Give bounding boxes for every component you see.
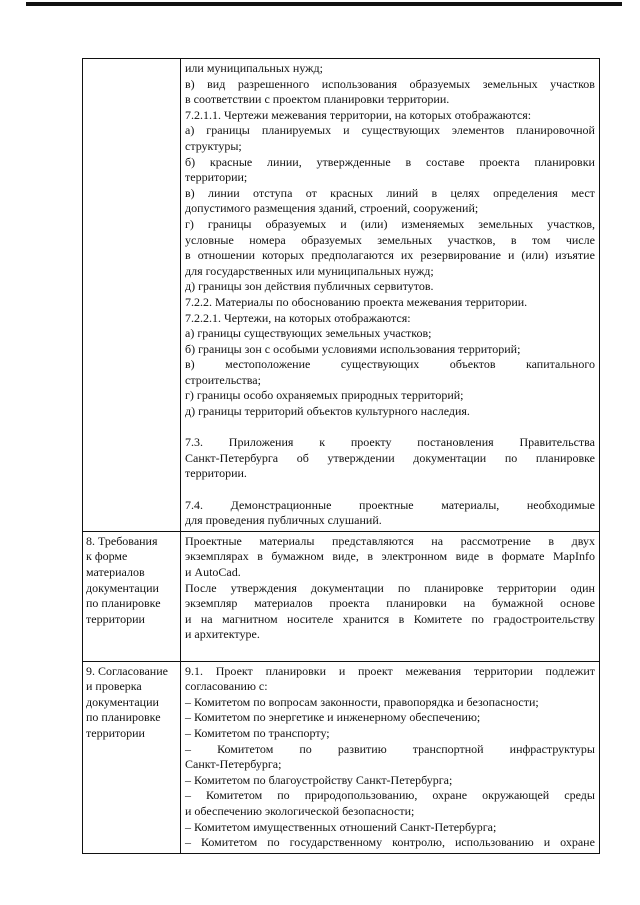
text-line: а) границы существующих земельных участков; bbox=[185, 326, 432, 341]
word: б) bbox=[185, 154, 196, 169]
word: основе bbox=[559, 596, 595, 611]
word: государственному bbox=[289, 835, 383, 850]
word: один bbox=[570, 580, 595, 595]
text-line: г) границы особо охраняемых природных территорий; bbox=[185, 388, 464, 403]
word: линий bbox=[386, 185, 419, 200]
text-line bbox=[185, 742, 595, 758]
word: виде bbox=[455, 549, 480, 564]
word: участков, bbox=[447, 232, 496, 247]
word: об bbox=[296, 450, 309, 465]
word: электронном bbox=[381, 549, 448, 564]
word: утвержденные bbox=[316, 154, 391, 169]
text-line: – Комитетом по энергетике и инженерному обеспечению; bbox=[185, 710, 481, 725]
word: документации bbox=[413, 450, 487, 465]
word: и bbox=[340, 216, 347, 231]
word: инфраструктуры bbox=[509, 741, 595, 756]
word: объектов bbox=[449, 357, 496, 372]
word: в bbox=[548, 533, 555, 548]
text-line: для государственных или муниципальных нужд; bbox=[185, 263, 434, 278]
word: территории bbox=[473, 663, 533, 678]
word: контролю, bbox=[392, 835, 445, 850]
word: по bbox=[267, 835, 280, 850]
text-line bbox=[185, 788, 595, 804]
blank-line bbox=[185, 643, 595, 659]
heading-line: по планировке bbox=[86, 710, 161, 725]
word: материалов bbox=[254, 596, 313, 611]
word: окружающей bbox=[482, 788, 550, 803]
word: территории bbox=[497, 580, 557, 595]
word: носителе bbox=[287, 611, 334, 626]
table-row bbox=[83, 661, 599, 853]
text-line: территории. bbox=[185, 466, 247, 481]
word: участков, bbox=[547, 216, 595, 231]
word: использования bbox=[321, 76, 398, 91]
heading-line: документации bbox=[86, 694, 159, 709]
word: экземпляр bbox=[185, 596, 238, 611]
word: составе bbox=[425, 154, 465, 169]
word: магнитном bbox=[221, 611, 278, 626]
heading-line: документации bbox=[86, 580, 159, 595]
row-heading-cell bbox=[83, 59, 181, 531]
word: в bbox=[185, 248, 191, 263]
word: на bbox=[463, 596, 476, 611]
word: виде, bbox=[332, 549, 359, 564]
text-line bbox=[185, 435, 595, 451]
text-line bbox=[185, 186, 595, 202]
text-line bbox=[185, 664, 595, 680]
word: и bbox=[343, 123, 350, 138]
word: постановления bbox=[417, 435, 494, 450]
word: отступа bbox=[253, 185, 293, 200]
top-rule bbox=[26, 2, 622, 6]
word: номера bbox=[249, 232, 286, 247]
row-content-cell bbox=[181, 532, 599, 661]
word: элементов bbox=[451, 123, 505, 138]
word: разрешенного bbox=[237, 76, 310, 91]
word: MapInfo bbox=[552, 549, 595, 564]
word: планировки bbox=[265, 663, 327, 678]
word: в) bbox=[185, 185, 195, 200]
word: и bbox=[338, 663, 346, 678]
word: (или) bbox=[521, 248, 549, 263]
heading-line: материалов bbox=[86, 565, 145, 579]
word: планировки bbox=[534, 154, 595, 169]
word: планировке bbox=[535, 450, 595, 465]
word: в) bbox=[185, 76, 195, 91]
word: двух bbox=[571, 533, 595, 548]
text-line: или муниципальных нужд; bbox=[185, 61, 323, 75]
word: по bbox=[504, 450, 518, 465]
word: по bbox=[397, 580, 411, 595]
word: а) bbox=[185, 123, 195, 138]
word: в bbox=[367, 549, 374, 564]
word: в bbox=[487, 549, 494, 564]
word: определения bbox=[493, 185, 558, 200]
word: г) bbox=[185, 216, 194, 231]
word: градостроительству bbox=[493, 611, 595, 626]
word: по bbox=[471, 611, 484, 626]
text-line bbox=[185, 612, 595, 628]
word: проект bbox=[357, 663, 393, 678]
blank-line bbox=[185, 420, 595, 436]
word: изъятие bbox=[555, 248, 595, 263]
word: образуемых bbox=[409, 76, 471, 91]
word: утверждении bbox=[327, 450, 395, 465]
word: бумажном bbox=[271, 549, 324, 564]
text-line: для проведения публичных слушаний. bbox=[185, 513, 382, 528]
text-line: – Комитетом по вопросам законности, правопорядка и безопасности; bbox=[185, 694, 539, 709]
word: материалы, bbox=[441, 497, 500, 512]
word: Приложения bbox=[228, 435, 294, 450]
text-line bbox=[185, 155, 595, 171]
word: и bbox=[507, 248, 515, 263]
word: Правительства bbox=[519, 435, 595, 450]
heading-line: территории bbox=[86, 725, 145, 740]
word: планировочной bbox=[516, 123, 595, 138]
table-row bbox=[83, 59, 599, 531]
word: 7.4. bbox=[185, 497, 203, 512]
word: планируемых bbox=[261, 123, 332, 138]
word: подлежит bbox=[545, 663, 595, 678]
word: образуемых bbox=[265, 216, 327, 231]
word: по bbox=[299, 741, 312, 756]
heading-line: и проверка bbox=[86, 679, 142, 694]
word: охране bbox=[432, 788, 468, 803]
word: рассмотрение bbox=[460, 533, 531, 548]
word: в) bbox=[185, 357, 195, 372]
row-content-cell bbox=[181, 662, 599, 853]
word: резервирование bbox=[420, 248, 501, 263]
text-line: д) границы зон действия публичных сервитутов. bbox=[185, 279, 434, 294]
word: в bbox=[405, 154, 412, 169]
word: Комитетом bbox=[217, 741, 274, 756]
word: хранится bbox=[342, 611, 390, 626]
word: в bbox=[257, 549, 263, 564]
word: образуемых bbox=[301, 232, 362, 247]
word: Комитете bbox=[413, 611, 463, 626]
word: земельных bbox=[478, 216, 534, 231]
word: красных bbox=[330, 185, 374, 200]
text-line bbox=[185, 451, 595, 467]
word: экземплярах bbox=[185, 549, 249, 564]
word: Проектные bbox=[185, 533, 242, 548]
word: земельных bbox=[377, 232, 433, 247]
word: планировки bbox=[386, 596, 447, 611]
heading-line: по планировке bbox=[86, 596, 161, 611]
word: транспортной bbox=[412, 741, 484, 756]
word: существующих bbox=[361, 123, 440, 138]
word: – bbox=[185, 788, 191, 803]
word: линии, bbox=[267, 154, 302, 169]
word: необходимые bbox=[526, 497, 595, 512]
text-line: и архитектуре. bbox=[185, 627, 260, 642]
text-line bbox=[185, 498, 595, 514]
word: материалы bbox=[259, 533, 315, 548]
word: бумажной bbox=[491, 596, 544, 611]
word: изменяемых bbox=[401, 216, 465, 231]
word: проекта bbox=[479, 154, 520, 169]
heading-line: территории bbox=[86, 611, 145, 626]
word: числе bbox=[565, 232, 595, 247]
word: Проект bbox=[215, 663, 253, 678]
word: планировке bbox=[424, 580, 484, 595]
word: Демонстрационные bbox=[230, 497, 332, 512]
word: на bbox=[200, 611, 213, 626]
text-line bbox=[185, 77, 595, 93]
text-line bbox=[185, 581, 595, 597]
row-heading-cell bbox=[83, 532, 181, 661]
text-line bbox=[185, 123, 595, 139]
word: 7.3. bbox=[185, 435, 203, 450]
text-line: в соответствии с проектом планировки территории. bbox=[185, 92, 450, 107]
text-line: 7.2.2. Материалы по обоснованию проекта межевания территории. bbox=[185, 294, 528, 309]
row-content-cell bbox=[181, 59, 599, 531]
word: красные bbox=[209, 154, 253, 169]
word: (или) bbox=[360, 216, 388, 231]
text-line: – Комитетом по благоустройству Санкт-Петербурга; bbox=[185, 772, 453, 787]
word: и bbox=[185, 611, 192, 626]
word: утверждения bbox=[230, 580, 297, 595]
text-line: и обеспечению экологической безопасности; bbox=[185, 803, 415, 818]
word: на bbox=[431, 533, 444, 548]
word: границы bbox=[207, 216, 252, 231]
word: и bbox=[543, 835, 551, 850]
heading-line: 8. Требования bbox=[86, 533, 158, 548]
row-heading-cell bbox=[83, 662, 181, 853]
word: документации bbox=[310, 580, 384, 595]
word: Комитетом bbox=[201, 835, 258, 850]
word: к bbox=[319, 435, 326, 450]
text-line: согласованию с: bbox=[185, 679, 268, 694]
text-line bbox=[185, 549, 595, 565]
word: в bbox=[431, 185, 438, 200]
word: проекту bbox=[350, 435, 392, 450]
text-line: – Комитетом по транспорту; bbox=[185, 725, 330, 740]
word: межевания bbox=[405, 663, 462, 678]
word: целях bbox=[450, 185, 480, 200]
text-line bbox=[185, 233, 595, 249]
text-line bbox=[185, 357, 595, 373]
table-row bbox=[83, 531, 599, 661]
text-line bbox=[185, 248, 595, 264]
heading-line: к форме bbox=[86, 549, 128, 564]
word: капитального bbox=[525, 357, 595, 372]
word: 9.1. bbox=[185, 663, 203, 678]
word: их bbox=[400, 248, 414, 263]
word: среды bbox=[564, 788, 595, 803]
word: вид bbox=[207, 76, 226, 91]
word: том bbox=[531, 232, 551, 247]
text-line: 7.2.1.1. Чертежи межевания территории, на которых отображаются: bbox=[185, 107, 532, 122]
word: проекта bbox=[329, 596, 370, 611]
text-line: строительства; bbox=[185, 372, 261, 387]
word: земельных bbox=[482, 76, 538, 91]
word: проектные bbox=[359, 497, 414, 512]
word: от bbox=[305, 185, 317, 200]
word: мест bbox=[571, 185, 595, 200]
word: в bbox=[510, 232, 517, 247]
word: местоположение bbox=[225, 357, 311, 372]
requirements-table bbox=[82, 58, 600, 854]
word: участков bbox=[550, 76, 595, 91]
word: использованию bbox=[454, 835, 534, 850]
word: которых bbox=[262, 248, 305, 263]
text-line: структуры; bbox=[185, 138, 242, 153]
word: по bbox=[277, 788, 290, 803]
text-line: и AutoCad. bbox=[185, 565, 241, 579]
word: – bbox=[185, 741, 191, 756]
word: формате bbox=[501, 549, 545, 564]
text-line bbox=[185, 596, 595, 612]
text-line bbox=[185, 534, 595, 550]
text-line: Санкт-Петербурга; bbox=[185, 757, 282, 772]
text-line: б) границы зон с особыми условиями использования территорий; bbox=[185, 341, 521, 356]
word: природопользованию, bbox=[304, 788, 418, 803]
text-line: – Комитетом имущественных отношений Санкт-Петербурга; bbox=[185, 819, 497, 834]
word: предполагаются bbox=[311, 248, 394, 263]
word: Санкт-Петербурга bbox=[185, 450, 279, 465]
text-line: допустимого размещения зданий, строений, сооружений; bbox=[185, 201, 479, 216]
word: – bbox=[185, 835, 191, 850]
word: После bbox=[185, 580, 217, 595]
word: условные bbox=[185, 232, 234, 247]
word: Комитетом bbox=[206, 788, 263, 803]
blank-line bbox=[185, 482, 595, 498]
text-line: территории; bbox=[185, 170, 248, 185]
text-line: д) границы территорий объектов культурного наследия. bbox=[185, 404, 470, 419]
text-line bbox=[185, 217, 595, 233]
text-line bbox=[185, 835, 595, 851]
word: линии bbox=[208, 185, 240, 200]
word: в bbox=[398, 611, 405, 626]
heading-line: 9. Согласование bbox=[86, 663, 168, 678]
word: охране bbox=[560, 835, 595, 850]
word: развитию bbox=[337, 741, 387, 756]
word: существующих bbox=[340, 357, 420, 372]
text-line: 7.2.2.1. Чертежи, на которых отображаются: bbox=[185, 310, 411, 325]
word: границы bbox=[206, 123, 250, 138]
word: представляются bbox=[331, 533, 414, 548]
word: отношении bbox=[197, 248, 256, 263]
